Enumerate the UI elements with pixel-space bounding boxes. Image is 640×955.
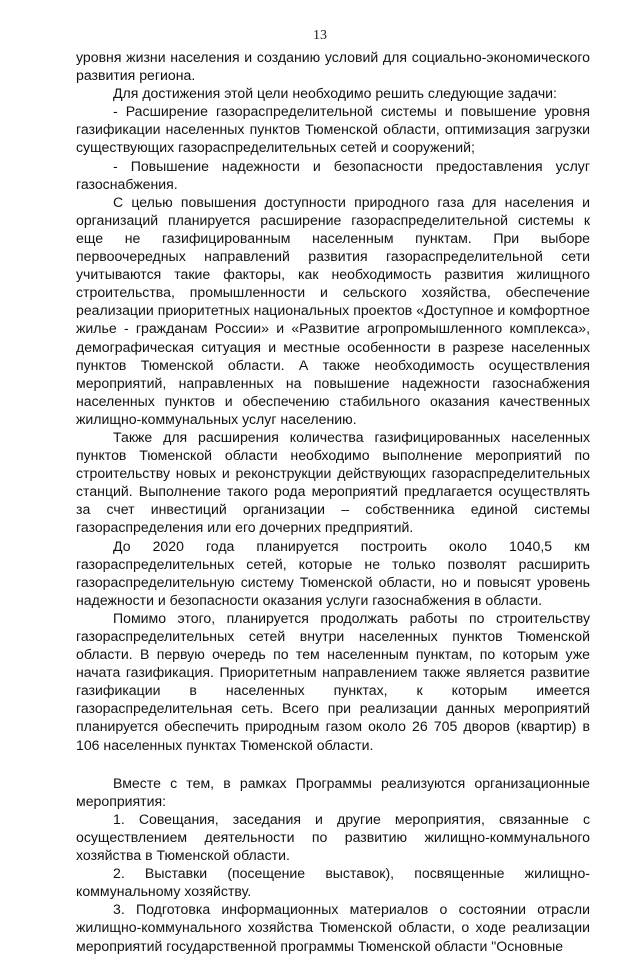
document-body bbox=[76, 48, 590, 955]
list-item-exhibitions: 2. Выставки (посещение выставок), посвященные жилищно-коммунальному хозяйству. bbox=[76, 865, 590, 900]
paragraph-spacer bbox=[76, 754, 590, 774]
paragraph-internal-networks: Помимо этого, планируется продолжать работы по строительству газораспределительных сетей внутри населенных пунктов Тюменской области. В первую очередь по тем населенным пунктам, по которым уже начата газификация. Приоритетным направлением также является развитие газификации в населенных пунктах, к которым имеется газораспределительная сеть. Всего при реализации данных мероприятий планируется обеспечить природным газом около 26 705 дворов (квартир) в 106 населенных пунктах Тюменской области. bbox=[76, 609, 590, 753]
paragraph-stations: Также для расширения количества газифицированных населенных пунктов Тюменской области необходимо выполнение мероприятий по строительству новых и реконструкции действующих газораспределительных станций. Выполнение такого рода мероприятий предлагается осуществлять за счет инвестиций организации – собственника единой системы газораспределения или его дочерних предприятий. bbox=[76, 428, 590, 536]
paragraph-gas-availability: С целью повышения доступности природного газа для населения и организаций планируется расширение газораспределительной системы к еще не газифицированным населенным пунктам. При выборе первоочередных направлений развития газораспределительной сети учитываются такие факторы, как необходимость развития жилищного строительства, промышленности и сельского хозяйства, обеспечение реализации приоритетных национальных проектов «Доступное и комфортное жилье - гражданам России» и «Развитие агропромышленного комплекса», демографическая ситуация и местные особенности в разрезе населенных пунктов Тюменской области. А также необходимость осуществления мероприятий, направленных на повышение надежности газоснабжения населенных пунктов и обеспечению стабильного оказания качественных жилищно-коммунальных услуг населению. bbox=[76, 193, 590, 427]
paragraph-2020-plan: До 2020 года планируется построить около 1040,5 км газораспределительных сетей, которые не только позволят расширить газораспределительную систему Тюменской области, но и повысят уровень надежности и безопасности оказания услуги газоснабжения в области. bbox=[76, 537, 590, 608]
list-item-information-materials: 3. Подготовка информационных материалов о состоянии отрасли жилищно-коммунального хозяйства Тюменской области, о ходе реализации мероприятий государственной программы Тюменской области "Основные bbox=[76, 901, 590, 954]
paragraph-continuation: уровня жизни населения и созданию условий для социально-экономического развития региона. bbox=[76, 49, 590, 84]
task-item-expansion: - Расширение газораспределительной системы и повышение уровня газификации населенных пунктов Тюменской области, оптимизация загрузки существующих газораспределительных сетей и сооружений; bbox=[76, 103, 590, 156]
task-item-reliability: - Повышение надежности и безопасности предоставления услуг газоснабжения. bbox=[76, 157, 590, 192]
page-number: 13 bbox=[313, 28, 327, 43]
paragraph-organizational-measures: Вместе с тем, в рамках Программы реализуются организационные мероприятия: bbox=[76, 774, 590, 809]
paragraph-tasks-intro: Для достижения этой цели необходимо решить следующие задачи: bbox=[113, 85, 557, 102]
list-item-meetings: 1. Совещания, заседания и другие мероприятия, связанные с осуществлением деятельности по развитию жилищно-коммунального хозяйства в Тюменской области. bbox=[76, 810, 590, 864]
